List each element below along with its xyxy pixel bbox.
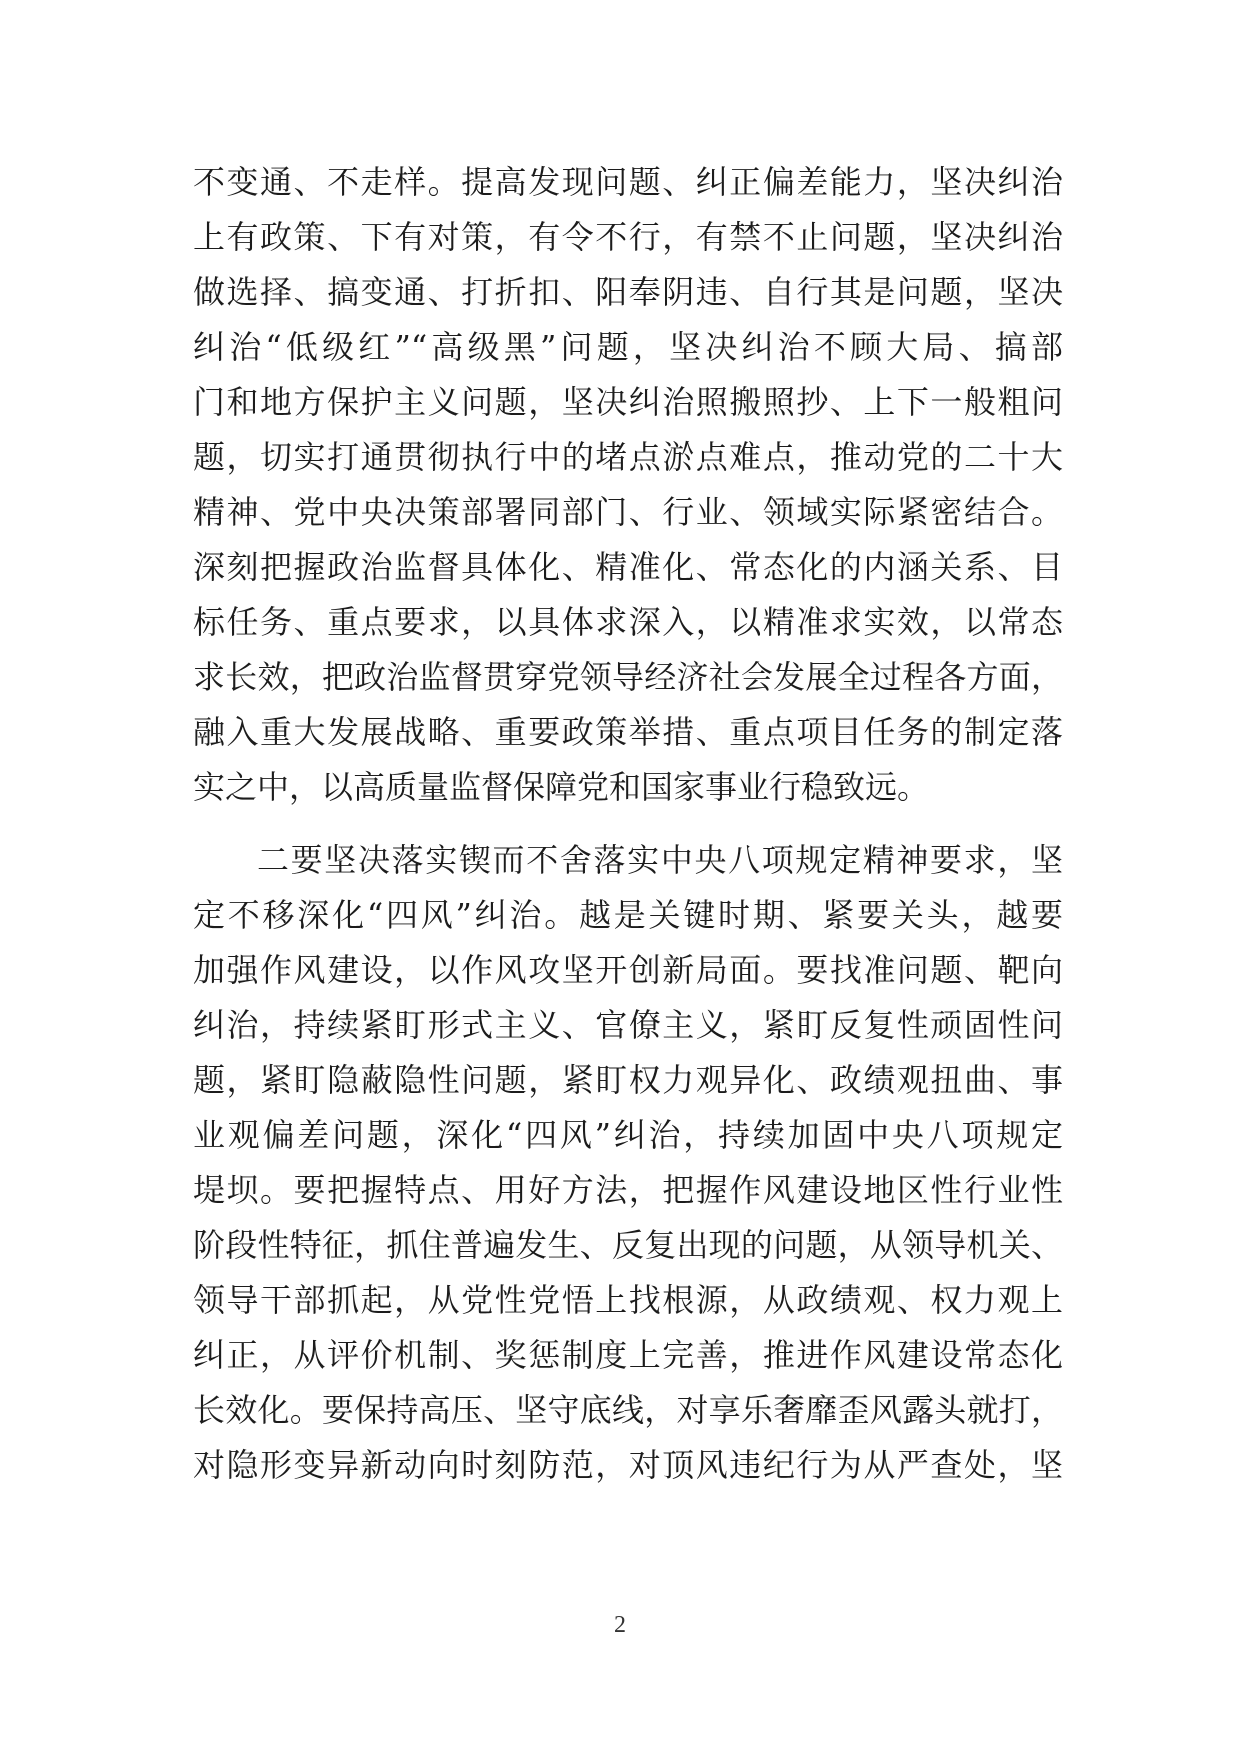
text-line: 融入重大发展战略、重要政策举措、重点项目任务的制定落 (193, 713, 1063, 751)
text-line: 定不移深化“四风”纠治。越是关键时期、紧要关头，越要 (193, 896, 1063, 934)
text-line: 题，切实打通贯彻执行中的堵点淤点难点，推动党的二十大 (193, 438, 1063, 476)
body-text (193, 155, 1063, 1493)
text-line: 业观偏差问题，深化“四风”纠治，持续加固中央八项规定 (193, 1116, 1063, 1154)
paragraph-1 (193, 155, 1063, 815)
text-line: 实之中，以高质量监督保障党和国家事业行稳致远。 (193, 768, 930, 806)
text-line: 标任务、重点要求，以具体求深入，以精准求实效，以常态 (193, 603, 1063, 641)
text-line: 深刻把握政治监督具体化、精准化、常态化的内涵关系、目 (193, 548, 1063, 586)
text-line: 对隐形变异新动向时刻防范，对顶风违纪行为从严查处，坚 (193, 1446, 1063, 1484)
text-line: 阶段性特征，抓住普遍发生、反复出现的问题，从领导机关、 (193, 1226, 1063, 1264)
text-line: 做选择、搞变通、打折扣、阳奉阴违、自行其是问题，坚决 (193, 273, 1063, 311)
text-line: 门和地方保护主义问题，坚决纠治照搬照抄、上下一般粗问 (193, 383, 1063, 421)
text-line: 长效化。要保持高压、坚守底线，对享乐奢靡歪风露头就打， (193, 1391, 1063, 1429)
text-line: 题，紧盯隐蔽隐性问题，紧盯权力观异化、政绩观扭曲、事 (193, 1061, 1063, 1099)
text-line: 上有政策、下有对策，有令不行，有禁不止问题，坚决纠治 (193, 218, 1063, 256)
paragraph-2 (193, 833, 1063, 1493)
text-line: 纠正，从评价机制、奖惩制度上完善，推进作风建设常态化 (193, 1336, 1063, 1374)
text-line: 求长效，把政治监督贯穿党领导经济社会发展全过程各方面， (193, 658, 1063, 696)
paragraph-gap (193, 815, 1063, 833)
text-line: 二要坚决落实锲而不舍落实中央八项规定精神要求，坚 (257, 841, 1063, 879)
text-line: 不变通、不走样。提高发现问题、纠正偏差能力，坚决纠治 (193, 163, 1063, 201)
text-line: 加强作风建设，以作风攻坚开创新局面。要找准问题、靶向 (193, 951, 1063, 989)
page-number: 2 (614, 1612, 626, 1638)
text-line: 精神、党中央决策部署同部门、行业、领域实际紧密结合。 (193, 493, 1063, 531)
text-line: 堤坝。要把握特点、用好方法，把握作风建设地区性行业性 (193, 1171, 1063, 1209)
text-line: 纠治，持续紧盯形式主义、官僚主义，紧盯反复性顽固性问 (193, 1006, 1063, 1044)
text-line: 领导干部抓起，从党性党悟上找根源，从政绩观、权力观上 (193, 1281, 1063, 1319)
text-line: 纠治“低级红”“高级黑”问题，坚决纠治不顾大局、搞部 (193, 328, 1063, 366)
